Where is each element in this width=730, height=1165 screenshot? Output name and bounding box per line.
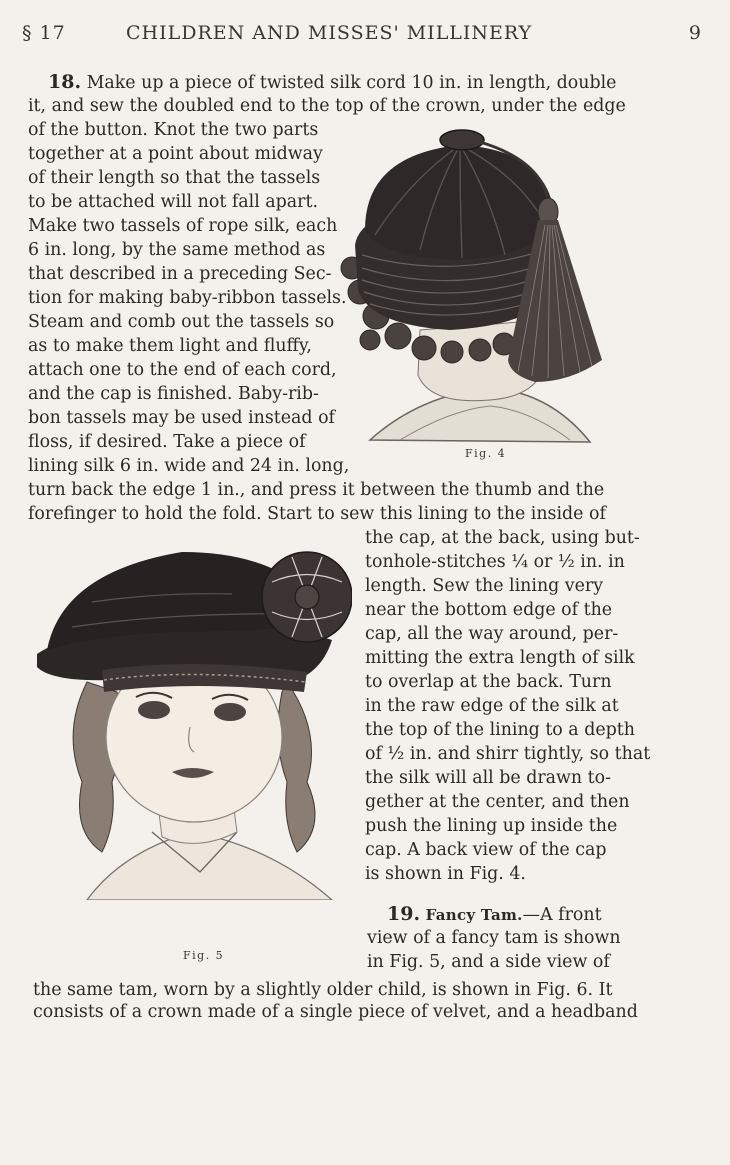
- text-line: in the raw edge of the silk at: [365, 696, 619, 716]
- text-segment: Make up a piece of twisted silk cord 10 in. in length, double: [81, 73, 617, 93]
- text-line: it, and sew the doubled end to the top of the crown, under the edge: [28, 96, 626, 116]
- text-segment: —A front: [522, 905, 602, 925]
- text-line: mitting the extra length of silk: [365, 648, 635, 668]
- text-line: floss, if desired. Take a piece of: [28, 432, 306, 452]
- text-line: [48, 70, 616, 94]
- text-line: that described in a preceding Sec-: [28, 264, 332, 284]
- text-line: tonhole-stitches ¼ or ½ in. in: [365, 552, 625, 572]
- text-line: the top of the lining to a depth: [365, 720, 635, 740]
- text-line: in Fig. 5, and a side view of: [367, 952, 610, 972]
- section-mark: § 17: [22, 22, 66, 44]
- text-line: length. Sew the lining very: [365, 576, 604, 596]
- text-line: is shown in Fig. 4.: [365, 864, 526, 884]
- text-line: Steam and comb out the tassels so: [28, 312, 335, 332]
- running-header: [22, 22, 702, 48]
- text-line: view of a fancy tam is shown: [367, 928, 621, 948]
- text-line: attach one to the end of each cord,: [28, 360, 337, 380]
- text-line: turn back the edge 1 in., and press it between the thumb and the: [28, 480, 605, 500]
- text-line: together at a point about midway: [28, 144, 323, 164]
- text-line: and the cap is finished. Baby-rib-: [28, 384, 319, 404]
- figure-5-caption: Fig. 5: [183, 949, 225, 962]
- text-line: of ½ in. and shirr tightly, so that: [365, 744, 651, 764]
- text-line: [387, 902, 602, 926]
- text-line: to overlap at the back. Turn: [365, 672, 612, 692]
- text-line: near the bottom edge of the: [365, 600, 613, 620]
- text-line: push the lining up inside the: [365, 816, 618, 836]
- text-line: bon tassels may be used instead of: [28, 408, 335, 428]
- text-line: gether at the center, and then: [365, 792, 630, 812]
- text-line: as to make them light and fluffy,: [28, 336, 312, 356]
- figure-4-caption: Fig. 4: [465, 447, 507, 460]
- text-line: forefinger to hold the fold. Start to sew this lining to the inside of: [28, 504, 606, 524]
- text-line: of the button. Knot the two parts: [28, 120, 319, 140]
- text-line: cap. A back view of the cap: [365, 840, 607, 860]
- paragraph-number: 18.: [48, 71, 82, 93]
- text-line: the same tam, worn by a slightly older child, is shown in Fig. 6. It: [33, 980, 613, 1000]
- text-line: of their length so that the tassels: [28, 168, 321, 188]
- text-line: the cap, at the back, using but-: [365, 528, 640, 548]
- page-number: 9: [688, 22, 702, 44]
- text-line: 6 in. long, by the same method as: [28, 240, 326, 260]
- text-line: consists of a crown made of a single piece of velvet, and a headband: [33, 1002, 638, 1022]
- text-line: to be attached will not fall apart.: [28, 192, 318, 212]
- page-header-title: CHILDREN AND MISSES' MILLINERY: [126, 22, 533, 44]
- paragraph-number: 19.: [387, 903, 421, 925]
- text-line: the silk will all be drawn to-: [365, 768, 611, 788]
- text-line: tion for making baby-ribbon tassels.: [28, 288, 347, 308]
- figure-4-illustration: [340, 120, 610, 445]
- text-line: Make two tassels of rope silk, each: [28, 216, 338, 236]
- section-heading: Fancy Tam.: [425, 906, 523, 924]
- text-line: lining silk 6 in. wide and 24 in. long,: [28, 456, 350, 476]
- text-line: cap, all the way around, per-: [365, 624, 619, 644]
- figure-5-illustration: [32, 532, 352, 900]
